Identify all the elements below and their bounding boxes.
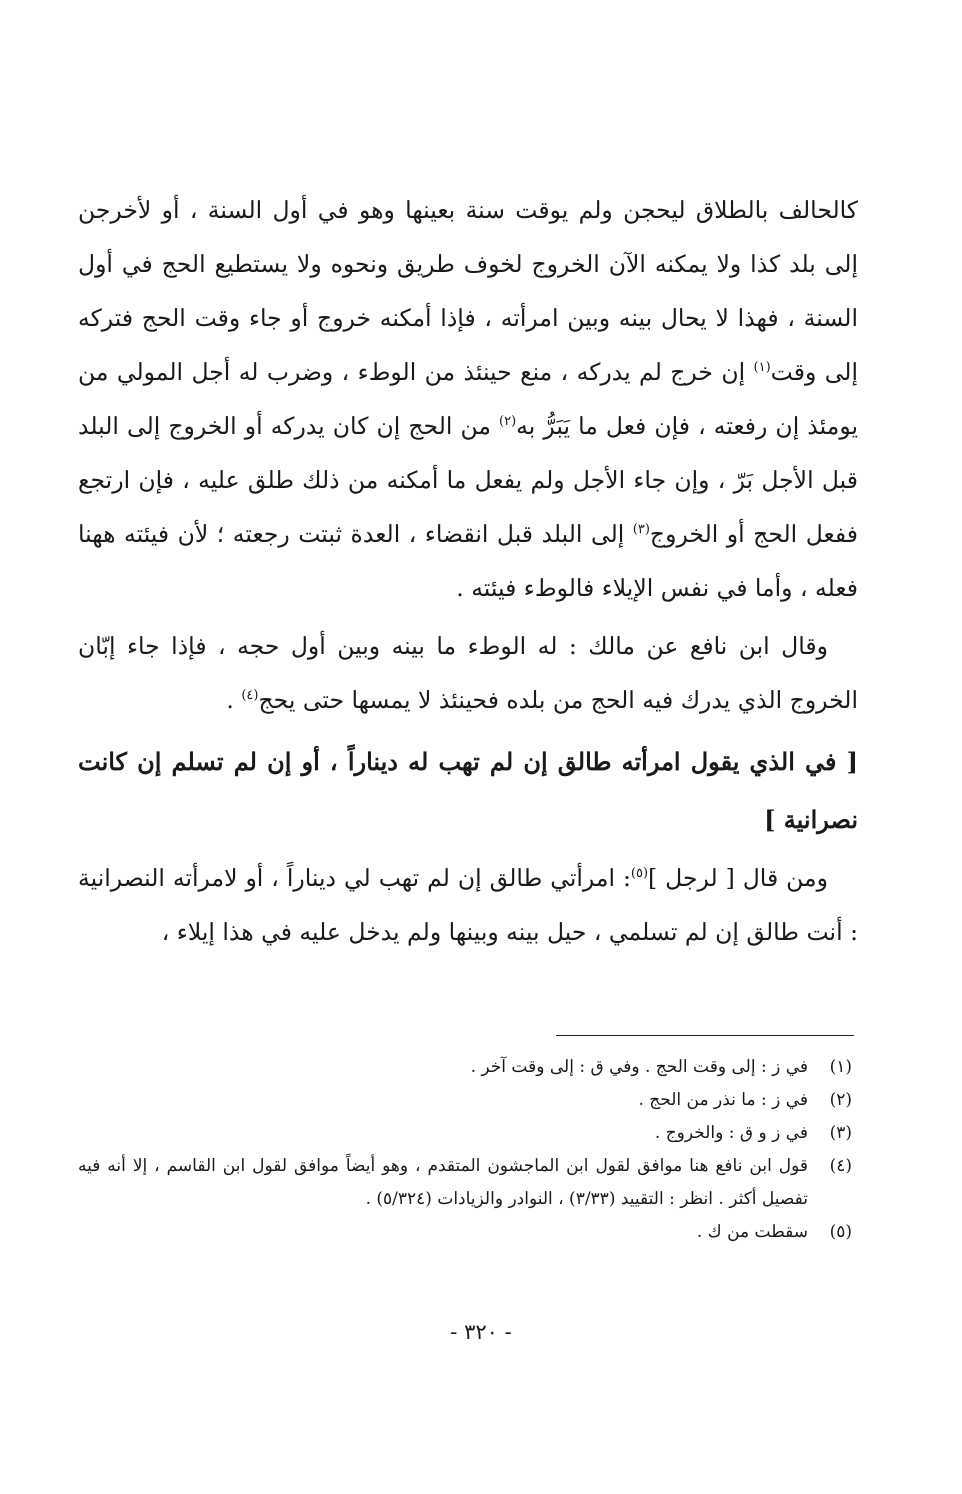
footnote-number: (٤) [829, 1156, 852, 1176]
footnote-text: في ز و ق : والخروج . [654, 1123, 808, 1143]
text-run: من الحج إن كان يدركه أو الخروج إلى البلد قبل الأجل بَرّ ، وإن جاء الأجل ولم يفعل ما أمكنه من ذلك طلق عليه ، فإن ارتجع ففعل الحج أو الخروج [78, 412, 858, 548]
footnote [78, 1150, 852, 1216]
footnote-ref: (٢) [499, 414, 517, 430]
text-run: ومن قال [ لرجل ] [648, 864, 828, 892]
text-run: كالحالف بالطلاق ليحجن ولم يوقت سنة بعينها وهو في أول السنة ، أو لأخرجن إلى بلد كذا ولا يمكنه الآن الخروج لخوف طريق ونحوه ولا يستطيع الحج في أول السنة ، فهذا لا يحال بينه وبين امرأته ، فإذا أمكنه خروج أو جاء وقت الحج فتركه إلى وقت [78, 196, 858, 386]
footnote-text: في ز : ما نذر من الحج . [638, 1090, 808, 1110]
footnote-ref: (١) [753, 360, 771, 376]
text-run: : امرأتي طالق إن لم تهب لي ديناراً ، أو لامرأته النصرانية : أنت طالق إن لم تسلمي ، حيل بينه وبينها ولم يدخل عليه في هذا إيلاء ، [78, 864, 858, 946]
text-run: . [226, 686, 242, 714]
footnote [78, 1084, 852, 1117]
footnote-ref: (٤) [241, 688, 259, 704]
paragraph-1 [78, 183, 858, 615]
paragraph-2 [78, 619, 858, 727]
footnote-separator [556, 1035, 854, 1036]
footnote-number: (٣) [829, 1123, 852, 1143]
paragraph-3 [78, 851, 858, 959]
section-heading: [ في الذي يقول امرأته طالق إن لم تهب له ديناراً ، أو إن لم تسلم إن كانت نصرانية ] [78, 747, 858, 834]
text-run: وقال ابن نافع عن مالك : له الوطء ما بينه وبين أول حجه ، فإذا جاء إبّان الخروج الذي يدرك فيه الحج من بلده فحينئذ لا يمسها حتى يحج [78, 632, 858, 714]
footnote-text: في ز : إلى وقت الحج . وفي ق : إلى وقت آخر . [470, 1057, 808, 1077]
main-text [78, 183, 858, 959]
footnote-ref: (٣) [632, 522, 650, 538]
footnote-text: قول ابن نافع هنا موافق لقول ابن الماجشون المتقدم ، وهو أيضاً موافق لقول ابن القاسم ، إلا أنه فيه تفصيل أكثر . انظر : التقييد (٣/٣٣) ، النوادر والزيادات (٥/٣٢٤) . [78, 1156, 808, 1209]
footnote [78, 1216, 852, 1249]
footnote-number: (١) [829, 1057, 852, 1077]
footnote-text: سقطت من ك . [696, 1222, 808, 1242]
footnote-number: (٢) [829, 1090, 852, 1110]
page-number: - ٣٢٠ - [450, 1320, 512, 1344]
footnote-number: (٥) [829, 1222, 852, 1242]
text-run: إن خرج لم يدركه ، منع حينئذ من الوطء ، وضرب له أجل المولي من يومئذ إن رفعته ، فإن فعل ما يَبَرُّ به [78, 358, 858, 440]
text-run: إلى البلد قبل انقضاء ، العدة ثبتت رجعته ؛ لأن فيئته ههنا فعله ، وأما في نفس الإيلاء فالوطء فيئته . [78, 520, 858, 602]
footnote [78, 1117, 852, 1150]
footnotes-list [78, 1051, 852, 1249]
footnote [78, 1051, 852, 1084]
footnote-ref: (٥) [630, 866, 649, 882]
